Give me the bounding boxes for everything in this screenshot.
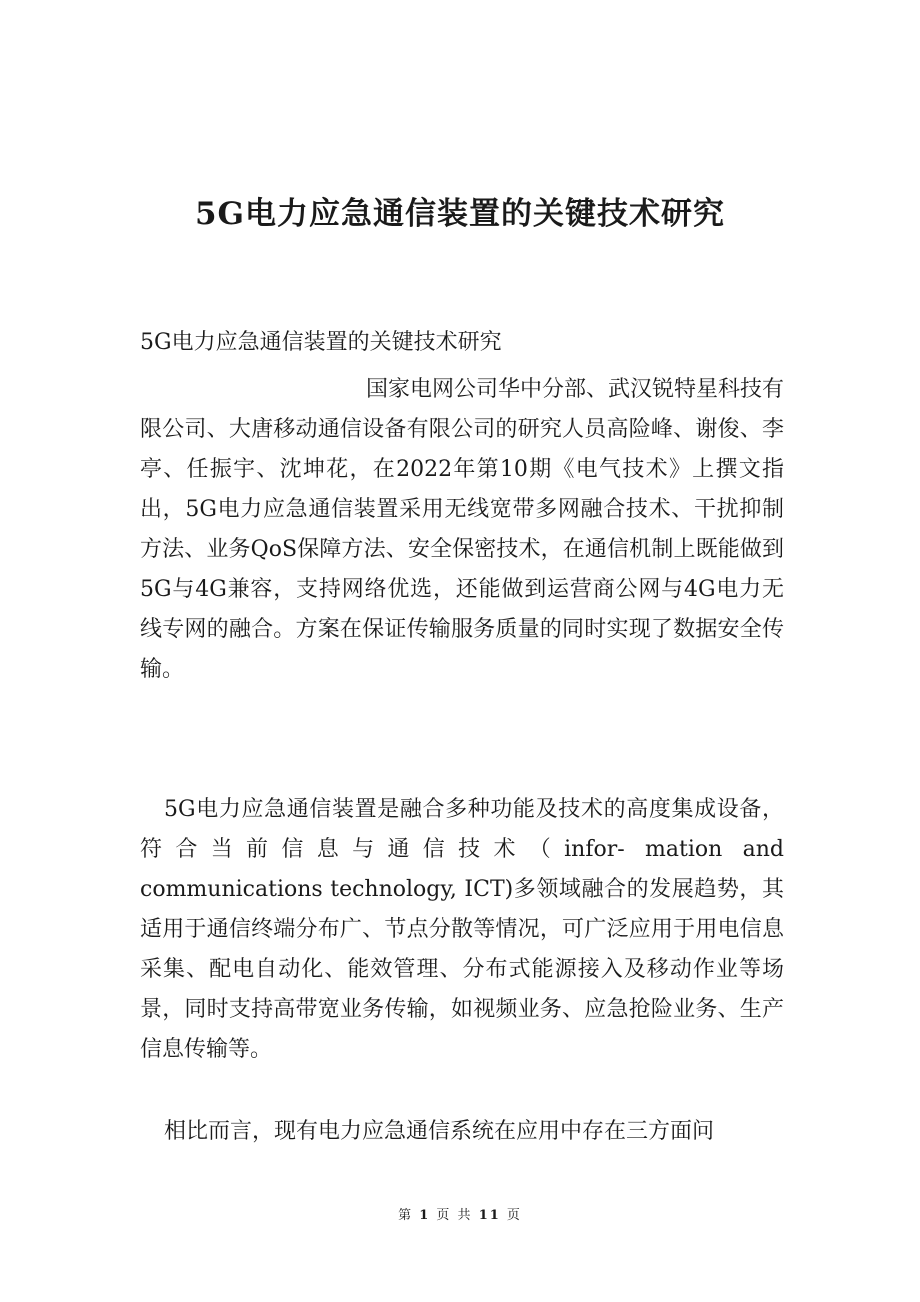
footer-prefix: 第 bbox=[398, 1208, 414, 1223]
page-footer bbox=[0, 1206, 920, 1226]
article-subtitle: 5G电力应急通信装置的关键技术研究 bbox=[140, 330, 502, 355]
footer-page-number: 1 bbox=[419, 1208, 431, 1223]
paragraph-device-overview: 5G电力应急通信装置是融合多种功能及技术的高度集成设备，符合当前信息与通信技术（infor- mation and communications technology, ICT)多领域融合的发展趋势，其适用于通信终端分布广、节点分散等情况，可广泛应用于用电信息采集、配电自动化、能效管理、分布式能源接入及移动作业等场景，同时支持高带宽业务传输，如视频业务、应急抢险业务、生产信息传输等。 bbox=[140, 797, 784, 1062]
paragraph-authors: 国家电网公司华中分部、武汉锐特星科技有限公司、大唐移动通信设备有限公司的研究人员高险峰、谢俊、李亭、任振宇、沈坤花，在2022年第10期《电气技术》上撰文指出，5G电力应急通信装置采用无线宽带多网融合技术、干扰抑制方法、业务QoS保障方法、安全保密技术，在通信机制上既能做到5G与4G兼容，支持网络优选，还能做到运营商公网与4G电力无线专网的融合。方案在保证传输服务质量的同时实现了数据安全传输。 bbox=[140, 377, 785, 682]
footer-middle: 页 共 bbox=[436, 1208, 473, 1223]
footer-total-pages: 11 bbox=[478, 1208, 501, 1223]
document-title: 5G电力应急通信装置的关键技术研究 bbox=[194, 196, 726, 232]
paragraph-comparison: 相比而言，现有电力应急通信系统在应用中存在三方面问 bbox=[164, 1119, 715, 1144]
footer-suffix: 页 bbox=[506, 1208, 522, 1223]
